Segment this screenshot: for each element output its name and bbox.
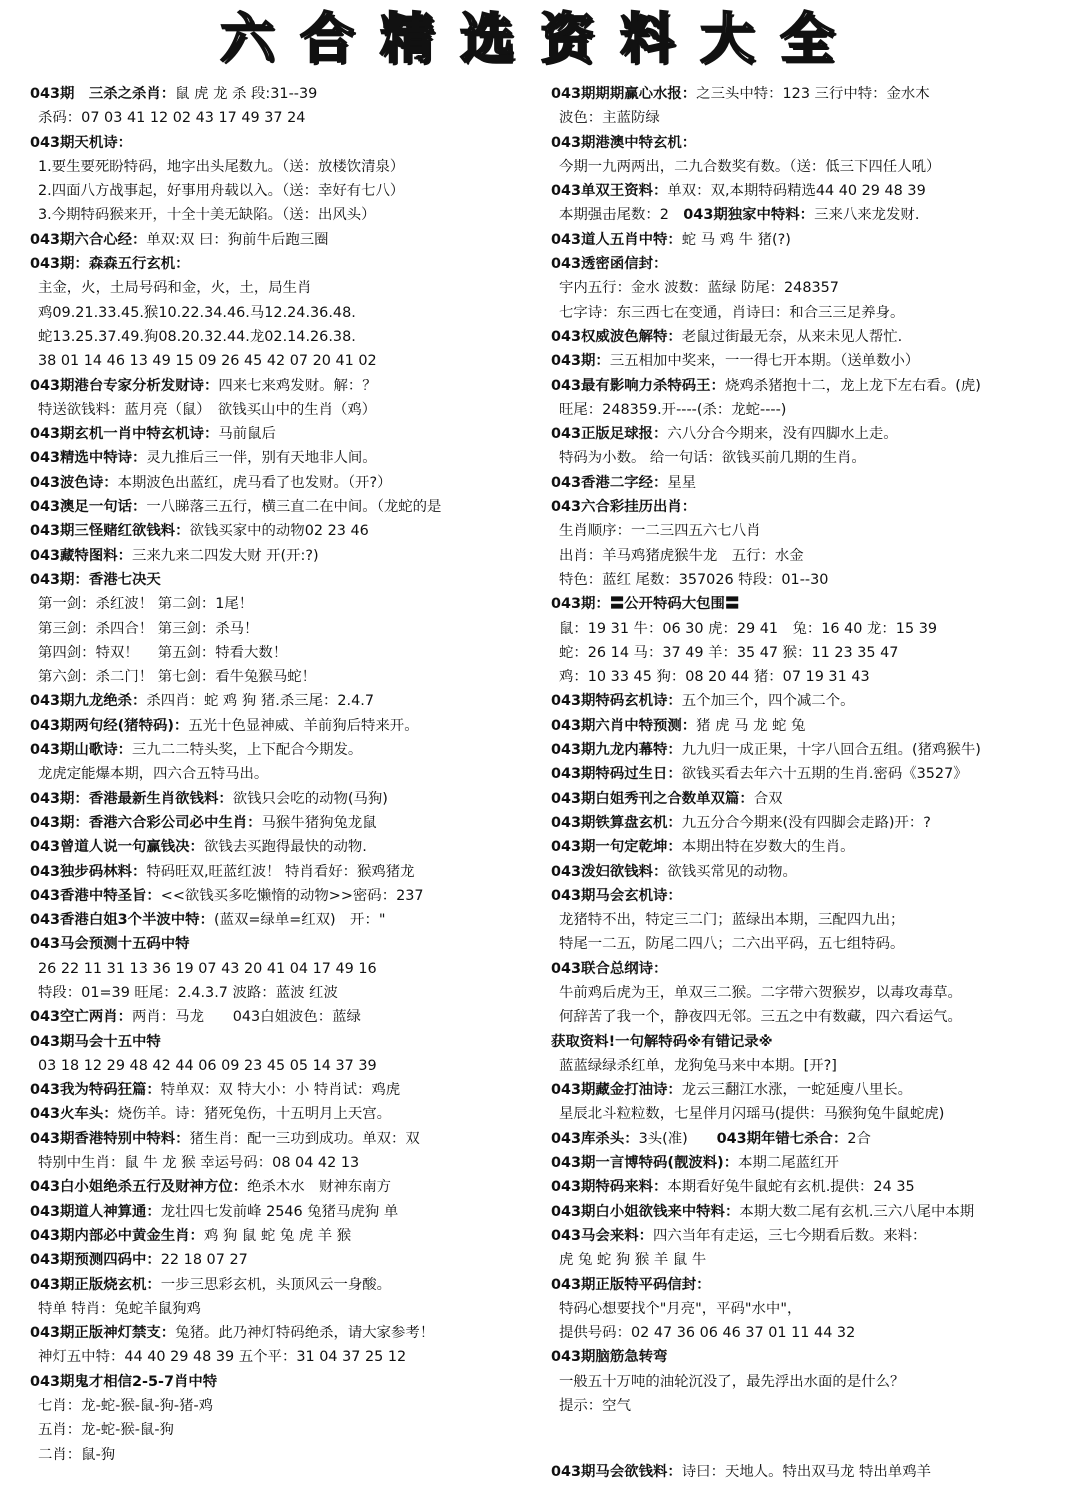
section-text: 特送欲钱料：蓝月亮（鼠） 欲钱买山中的生肖（鸡）: [38, 401, 377, 418]
section-text: 特码心想要找个"月亮"，平码"水中"，: [559, 1300, 802, 1317]
section-text: 九五分合今期来(没有四脚会走路)开：?: [681, 814, 931, 831]
right-line: [551, 252, 1075, 276]
section-heading: 043期预测四码中：: [30, 1252, 161, 1269]
section-text: 2.四面八方战事起，好事用舟载以入。（送：幸好有七八）: [38, 183, 405, 200]
section-text: 蓝蓝绿绿杀红单，龙狗兔马来中本期。[开?]: [559, 1057, 837, 1074]
right-line: [551, 665, 1075, 689]
section-heading: 043火车头：: [30, 1106, 118, 1123]
section-text: 九九归一成正果，十字八回合五组。(猪鸡猴牛): [681, 742, 981, 759]
section-heading: 043期脑筋急转弯: [551, 1349, 668, 1366]
right-line: [551, 1297, 1075, 1321]
right-line: [551, 519, 1075, 543]
section-text: 杀四肖：蛇 鸡 狗 猪.杀三尾：2.4.7: [146, 693, 374, 710]
section-text: 特码为小数。 给一句话：欲钱买前几期的生肖。: [559, 450, 866, 467]
section-text: 特单 特肖：兔蛇羊鼠狗鸡: [38, 1300, 201, 1317]
section-text: 第六剑：杀二门！ 第七剑：看牛兔猴马蛇！: [38, 669, 316, 686]
section-heading: 043期一句定乾坤：: [551, 839, 682, 856]
section-text: 欲钱买常见的动物。: [667, 863, 797, 880]
left-line: [30, 592, 550, 616]
section-heading: 043曾道人说一句赢钱决：: [30, 839, 204, 856]
right-line: [551, 714, 1075, 738]
section-text: 单双：双,本期特码精选44 40 29 48 39: [667, 183, 926, 200]
section-heading: 043期正版烧玄机：: [30, 1276, 161, 1293]
left-line: [30, 787, 550, 811]
section-text: 两肖：马龙 043白姐波色：蓝绿: [132, 1009, 361, 1026]
section-heading: 043期鬼才相信2-5-7肖中特: [30, 1373, 218, 1390]
left-line: [30, 276, 550, 300]
right-line: [551, 203, 1075, 227]
left-line: [30, 1394, 550, 1418]
right-line: [551, 446, 1075, 470]
section-text: 主金，火，土局号码和金，火，土，局生肖: [38, 280, 312, 297]
section-text: 生肖顺序：一二三四五六七八肖: [559, 523, 761, 540]
section-heading: 043期港台专家分析发财诗：: [30, 377, 219, 394]
right-line: [551, 981, 1075, 1005]
section-text: 鸡09.21.33.45.猴10.22.34.46.马12.24.36.48.: [38, 304, 356, 321]
left-line: [30, 884, 550, 908]
section-text: 2合: [847, 1130, 871, 1147]
section-heading: 043空亡两肖：: [30, 1009, 132, 1026]
section-text: 特色：蓝红 尾数：357026 特段：01--30: [559, 571, 829, 588]
section-text: 38 01 14 46 13 49 15 09 26 45 42 07 20 41 02: [38, 353, 377, 370]
section-heading: 043期：: [551, 353, 610, 370]
section-heading: 043期港澳中特玄机：: [551, 134, 697, 151]
footer-heading: 043期马会欲钱料：: [551, 1464, 682, 1480]
left-line: [30, 1200, 550, 1224]
section-heading: 043期香港特别中特料：: [30, 1130, 190, 1147]
right-line: [551, 689, 1075, 713]
section-heading: 043期独家中特料：: [683, 207, 815, 224]
section-heading: 043联合总纲诗：: [551, 960, 668, 977]
right-line: [551, 1370, 1075, 1394]
section-heading: 043期玄机一肖中特玄机诗：: [30, 426, 219, 443]
section-text: 鼠：19 31 牛：06 30 虎：29 41 兔：16 40 龙：15 39: [559, 620, 938, 637]
section-text: 之三头中特：123 三行中特：金水木: [696, 86, 930, 102]
left-line: [30, 1443, 550, 1467]
section-heading: 043期：森森五行玄机：: [30, 256, 190, 273]
section-text: 龙虎定能爆本期，四六合五特马出。: [38, 766, 269, 783]
left-line: [30, 325, 550, 349]
left-line: [30, 738, 550, 762]
right-line: [551, 1200, 1075, 1224]
right-line: [551, 1054, 1075, 1078]
section-heading: 043期正版特平码信封：: [551, 1276, 711, 1293]
left-line: [30, 714, 550, 738]
left-line: [30, 957, 550, 981]
section-heading: 043道人五肖中特：: [551, 231, 682, 248]
section-text: 三来八来龙发财.: [814, 207, 920, 224]
section-heading: 043波色诗：: [30, 474, 118, 491]
section-text: 灵九推后三一伴，别有天地非人间。: [146, 450, 377, 467]
section-text: 第四剑：特双！ 第五剑：特看大数！: [38, 644, 288, 661]
section-heading: 043香港中特圣旨：: [30, 887, 161, 904]
right-line: [551, 908, 1075, 932]
section-heading: 043期特码过生日：: [551, 766, 682, 783]
right-line: [551, 179, 1075, 203]
right-column: [551, 82, 1075, 1418]
section-heading: 043藏特图料：: [30, 547, 132, 564]
right-line: [551, 276, 1075, 300]
left-line: [30, 519, 550, 543]
left-line: [30, 981, 550, 1005]
left-line: [30, 82, 550, 106]
left-line: [30, 1345, 550, 1369]
left-line: [30, 932, 550, 956]
left-line: [30, 1102, 550, 1126]
left-line: [30, 203, 550, 227]
left-line: [30, 446, 550, 470]
section-text: 提示：空气: [559, 1398, 631, 1415]
right-line: [551, 544, 1075, 568]
right-line: [551, 1273, 1075, 1297]
left-line: [30, 471, 550, 495]
section-text: 七字诗：东三西七在变通，肖诗曰：和合三三足养身。: [559, 304, 905, 321]
left-line: [30, 398, 550, 422]
section-text: 出肖：羊马鸡猪虎猴牛龙 五行：水金: [559, 547, 804, 564]
right-line: [551, 860, 1075, 884]
section-heading: 043正版足球报：: [551, 426, 668, 443]
section-text: 蛇13.25.37.49.狗08.20.32.44.龙02.14.26.38.: [38, 328, 356, 345]
page-title: 六合精选资料大全: [220, 7, 860, 70]
section-text: 欲钱只会吃的动物(马狗): [232, 790, 388, 807]
section-text: 绝杀木水 财神东南方: [247, 1179, 392, 1196]
section-text: 何辞苦了我一个，静夜四无邻。三五之中有数藏，四六看运气。: [559, 1009, 962, 1026]
right-line: [551, 1345, 1075, 1369]
section-heading: 043马会预测十五码中特: [30, 936, 190, 953]
section-text: 本期看好兔牛鼠蛇有玄机.提供：24 35: [667, 1179, 915, 1196]
section-text: 26 22 11 31 13 36 19 07 43 20 41 04 17 49 16: [38, 960, 377, 977]
section-text: 二肖：鼠-狗: [38, 1446, 116, 1463]
left-line: [30, 908, 550, 932]
right-line: [551, 884, 1075, 908]
section-text: 特尾一二五，防尾二四八；二六出平码，五七组特码。: [559, 936, 905, 953]
section-heading: 043单双王资料：: [551, 183, 668, 200]
section-text: 3.今期特码猴来开，十全十美无缺陷。（送：出风头）: [38, 207, 376, 224]
left-line: [30, 860, 550, 884]
section-text: 兔猪。此乃神灯特码绝杀，请大家参考！: [175, 1325, 435, 1342]
section-text: 旺尾：248359.开----(杀：龙蛇----): [559, 401, 787, 418]
section-heading: 043香港白姐3个半波中特：: [30, 912, 214, 929]
footer-text: 诗曰：天地人。特出双马龙 特出单鸡羊: [681, 1464, 931, 1480]
right-line: [551, 568, 1075, 592]
right-line: [551, 325, 1075, 349]
section-heading: 043独步码林料：: [30, 863, 147, 880]
left-line: [30, 1224, 550, 1248]
right-line: [551, 349, 1075, 373]
section-text: 三五相加中奖来，一一得七开本期。（送单数小）: [609, 353, 920, 370]
left-line: [30, 252, 550, 276]
section-heading: 043期：香港六合彩公司必中生肖：: [30, 814, 262, 831]
right-line: [551, 155, 1075, 179]
section-heading: 043白小姐绝杀五行及财神方位：: [30, 1179, 248, 1196]
section-text: 烧鸡杀猪抱十二，龙上龙下左右看。(虎): [724, 377, 981, 394]
left-line: [30, 228, 550, 252]
section-heading: 043期：〓公开特码大包围〓: [551, 596, 740, 613]
section-text: 一八睇落三五行，横三直二在中间。（龙蛇的是: [146, 499, 442, 516]
section-text: 特别中生肖：鼠 牛 龙 猴 幸运号码：08 04 42 13: [38, 1155, 360, 1172]
section-heading: 043精选中特诗：: [30, 450, 147, 467]
left-line: [30, 689, 550, 713]
section-text: 第三剑：杀四合！ 第三剑：杀马！: [38, 620, 259, 637]
section-text: 一般五十万吨的油轮沉没了，最先浮出水面的是什么？: [559, 1373, 905, 1390]
footer-note: [551, 1460, 931, 1481]
left-line: [30, 106, 550, 130]
right-line: [551, 932, 1075, 956]
left-column: [30, 82, 550, 1467]
right-line: [551, 762, 1075, 786]
left-line: [30, 568, 550, 592]
right-line: [551, 811, 1075, 835]
left-line: [30, 155, 550, 179]
section-text: 欲钱去买跑得最快的动物.: [203, 839, 367, 856]
section-text: 杀码：07 03 41 12 02 43 17 49 37 24: [38, 110, 306, 127]
section-text: 03 18 12 29 48 42 44 06 09 23 45 05 14 37 39: [38, 1057, 377, 1074]
right-line: [551, 1175, 1075, 1199]
right-line: [551, 738, 1075, 762]
section-heading: 043期内部必中黄金生肖：: [30, 1227, 204, 1244]
section-heading: 043透密函信封：: [551, 256, 668, 273]
section-heading: 043期六合心经：: [30, 231, 147, 248]
left-line: [30, 1151, 550, 1175]
section-text: 星星: [667, 474, 697, 491]
section-text: 虎 兔 蛇 狗 猴 羊 鼠 牛: [559, 1252, 707, 1269]
section-text: 波色：主蓝防绿: [559, 110, 660, 127]
section-text: 马前鼠后: [218, 426, 276, 443]
section-text: 五肖：龙-蛇-猴-鼠-狗: [38, 1422, 174, 1439]
section-heading: 043期山歌诗：: [30, 742, 132, 759]
section-text: 牛前鸡后虎为王，单双三二猴。二字带六贺猴岁，以毒攻毒草。: [559, 984, 962, 1001]
section-heading: 043期白小姐欲钱来中特料：: [551, 1203, 740, 1220]
section-text: 今期一九两两出，二九合数奖有数。（送：低三下四任人吼）: [559, 158, 941, 175]
left-line: [30, 1273, 550, 1297]
section-text: 欲钱买家中的动物02 23 46: [189, 523, 369, 540]
left-line: [30, 1127, 550, 1151]
section-text: 鸡：10 33 45 狗：08 20 44 猪：07 19 31 43: [559, 669, 870, 686]
left-line: [30, 835, 550, 859]
right-line: [551, 374, 1075, 398]
left-line: [30, 544, 550, 568]
right-line: [551, 1224, 1075, 1248]
section-text: 22 18 07 27: [160, 1252, 248, 1269]
section-heading: 043期期期赢心水报：: [551, 86, 697, 102]
left-line: [30, 1175, 550, 1199]
section-text: 3头(准): [638, 1130, 717, 1147]
section-text: 蛇：26 14 马：37 49 羊：35 47 猴：11 23 35 47: [559, 644, 899, 661]
left-line: [30, 422, 550, 446]
section-heading: 043期 三杀之杀肖：: [30, 86, 176, 102]
section-text: 六八分合今期来，没有四脚水上走。: [667, 426, 898, 443]
right-line: [551, 1005, 1075, 1029]
section-text: <<欲钱买多吃懒惰的动物>>密码：237: [160, 887, 424, 904]
left-line: [30, 1030, 550, 1054]
right-line: [551, 1321, 1075, 1345]
left-line: [30, 1297, 550, 1321]
left-line: [30, 665, 550, 689]
right-line: [551, 592, 1075, 616]
section-heading: 043期马会玄机诗：: [551, 887, 682, 904]
section-text: 猪生肖：配一三功到成功。单双：双: [189, 1130, 420, 1147]
left-line: [30, 1321, 550, 1345]
right-line: [551, 106, 1075, 130]
right-line: [551, 398, 1075, 422]
right-line: [551, 1127, 1075, 1151]
section-heading: 043期道人神算通：: [30, 1203, 161, 1220]
section-heading: 043期藏金打油诗：: [551, 1082, 682, 1099]
right-line: [551, 471, 1075, 495]
left-line: [30, 349, 550, 373]
section-text: 蛇 马 鸡 牛 猪(?): [681, 231, 791, 248]
section-text: 猪 虎 马 龙 蛇 兔: [696, 717, 806, 734]
section-text: 特码旺双,旺蓝红波！ 特肖看好：猴鸡猪龙: [146, 863, 415, 880]
right-line: [551, 835, 1075, 859]
right-line: [551, 1102, 1075, 1126]
section-heading: 获取资料!一句解特码※有错记录※: [551, 1033, 773, 1050]
section-text: 烧伤羊。诗：猪死兔伤，十五明月上天宫。: [117, 1106, 392, 1123]
right-line: [551, 1030, 1075, 1054]
section-text: 第一剑：杀红波！ 第二剑：1尾！: [38, 596, 254, 613]
section-heading: 043马会来料：: [551, 1227, 653, 1244]
left-line: [30, 641, 550, 665]
section-text: 龙猪特不出，特定三二门；蓝绿出本期，三配四九出；: [559, 912, 905, 929]
section-heading: 043六合彩挂历出肖：: [551, 499, 697, 516]
section-text: 鸡 狗 鼠 蛇 兔 虎 羊 猴: [203, 1227, 352, 1244]
left-line: [30, 1078, 550, 1102]
left-line: [30, 179, 550, 203]
section-heading: 043泼妇欲钱料：: [551, 863, 668, 880]
right-line: [551, 787, 1075, 811]
section-text: 一步三思彩玄机，头顶风云一身酸。: [160, 1276, 392, 1293]
section-text: 老鼠过街最无奈，从来未见人帮忙.: [681, 328, 903, 345]
section-text: 龙壮四七发前峰 2546 兔猪马虎狗 单: [160, 1203, 399, 1220]
section-heading: 043澳足一句话：: [30, 499, 147, 516]
section-heading: 043期三怪赌红欲钱料：: [30, 523, 190, 540]
right-line: [551, 1151, 1075, 1175]
section-text: 七肖：龙-蛇-猴-鼠-狗-猪-鸡: [38, 1398, 214, 1415]
section-heading: 043期两句经(猪特码)：: [30, 717, 189, 734]
section-heading: 043期九龙内幕特：: [551, 742, 682, 759]
right-line: [551, 957, 1075, 981]
section-text: 本期波色出蓝红，虎马看了也发财。（开?）: [117, 474, 392, 491]
section-text: 鼠 虎 龙 杀 段:31--39: [175, 86, 318, 102]
section-heading: 043期九龙绝杀：: [30, 693, 147, 710]
section-text: 三来九来二四发大财 开(开:?): [132, 547, 319, 564]
right-line: [551, 641, 1075, 665]
section-heading: 043期特码玄机诗：: [551, 693, 682, 710]
section-text: (蓝双=绿单=红双) 开：": [213, 912, 386, 929]
right-line: [551, 1078, 1075, 1102]
right-line: [551, 1394, 1075, 1418]
left-line: [30, 762, 550, 786]
section-heading: 043期白姐秀刊之合数单双篇：: [551, 790, 754, 807]
section-heading: 043期：香港七决天: [30, 571, 161, 588]
section-heading: 043期正版神灯禁支：: [30, 1325, 176, 1342]
section-heading: 043最有影响力杀特码王：: [551, 377, 725, 394]
left-line: [30, 1054, 550, 1078]
section-text: 合双: [753, 790, 783, 807]
section-heading: 043期特码来料：: [551, 1179, 668, 1196]
left-line: [30, 1370, 550, 1394]
right-line: [551, 82, 1075, 106]
section-heading: 043期一言博特码(靓波料)：: [551, 1155, 739, 1172]
left-line: [30, 495, 550, 519]
section-text: 提供号码：02 47 36 06 46 37 01 11 44 32: [559, 1325, 856, 1342]
section-heading: 043期六肖中特预测：: [551, 717, 697, 734]
section-text: 四六当年有走运，三七今期看后数。来料：: [653, 1227, 927, 1244]
section-heading: 043期：香港最新生肖欲钱料：: [30, 790, 233, 807]
section-heading: 043我为特码狂篇：: [30, 1082, 161, 1099]
right-line: [551, 617, 1075, 641]
section-text: 五个加三个，四个减二个。: [681, 693, 855, 710]
section-text: 四来七来鸡发财。解：？: [218, 377, 377, 394]
section-heading: 043期年错七杀合：: [716, 1130, 848, 1147]
section-heading: 043权威波色解特：: [551, 328, 682, 345]
section-text: 本期强击尾数：2: [559, 207, 684, 224]
left-line: [30, 811, 550, 835]
section-text: 1.要生要死盼特码，地字出头尾数九。（送：放楼饮清泉）: [38, 158, 405, 175]
section-text: 本期大数二尾有玄机.三六八尾中本期: [739, 1203, 975, 1220]
right-line: [551, 1248, 1075, 1272]
section-text: 特段：01=39 旺尾：2.4.3.7 波路：蓝波 红波: [38, 984, 338, 1001]
section-text: 神灯五中特：44 40 29 48 39 五个平：31 04 37 25 12: [38, 1349, 407, 1366]
right-line: [551, 228, 1075, 252]
left-line: [30, 374, 550, 398]
section-text: 本期出特在岁数大的生肖。: [681, 839, 855, 856]
left-line: [30, 1005, 550, 1029]
section-text: 龙云三翻江水涨，一蛇延廋八里长。: [681, 1082, 913, 1099]
right-line: [551, 495, 1075, 519]
section-text: 五光十色显神威、羊前狗后特来开。: [188, 717, 419, 734]
section-text: 三九二二特头奖，上下配合今期发。: [132, 742, 363, 759]
section-text: 欲钱买看去年六十五期的生肖.密码《3527》: [681, 766, 968, 783]
section-text: 本期二尾蓝红开: [738, 1155, 839, 1172]
section-heading: 043库杀头：: [551, 1130, 639, 1147]
section-text: 宇内五行：金水 波数：蓝绿 防尾：248357: [559, 280, 839, 297]
right-line: [551, 301, 1075, 325]
section-text: 单双:双 曰：狗前牛后跑三圈: [146, 231, 329, 248]
left-line: [30, 1418, 550, 1442]
left-line: [30, 617, 550, 641]
section-heading: 043期马会十五中特: [30, 1033, 161, 1050]
left-line: [30, 131, 550, 155]
left-line: [30, 301, 550, 325]
right-line: [551, 422, 1075, 446]
section-heading: 043期铁算盘玄机：: [551, 814, 682, 831]
left-line: [30, 1248, 550, 1272]
section-text: 马猴牛猪狗兔龙鼠: [261, 814, 377, 831]
section-text: 特单双：双 特大小：小 特肖试：鸡虎: [160, 1082, 401, 1099]
right-line: [551, 131, 1075, 155]
section-heading: 043香港二字经：: [551, 474, 668, 491]
section-heading: 043期天机诗：: [30, 134, 132, 151]
section-text: 星辰北斗粒粒数，七星伴月闪瑶马(提供：马猴狗兔牛鼠蛇虎): [559, 1106, 945, 1123]
